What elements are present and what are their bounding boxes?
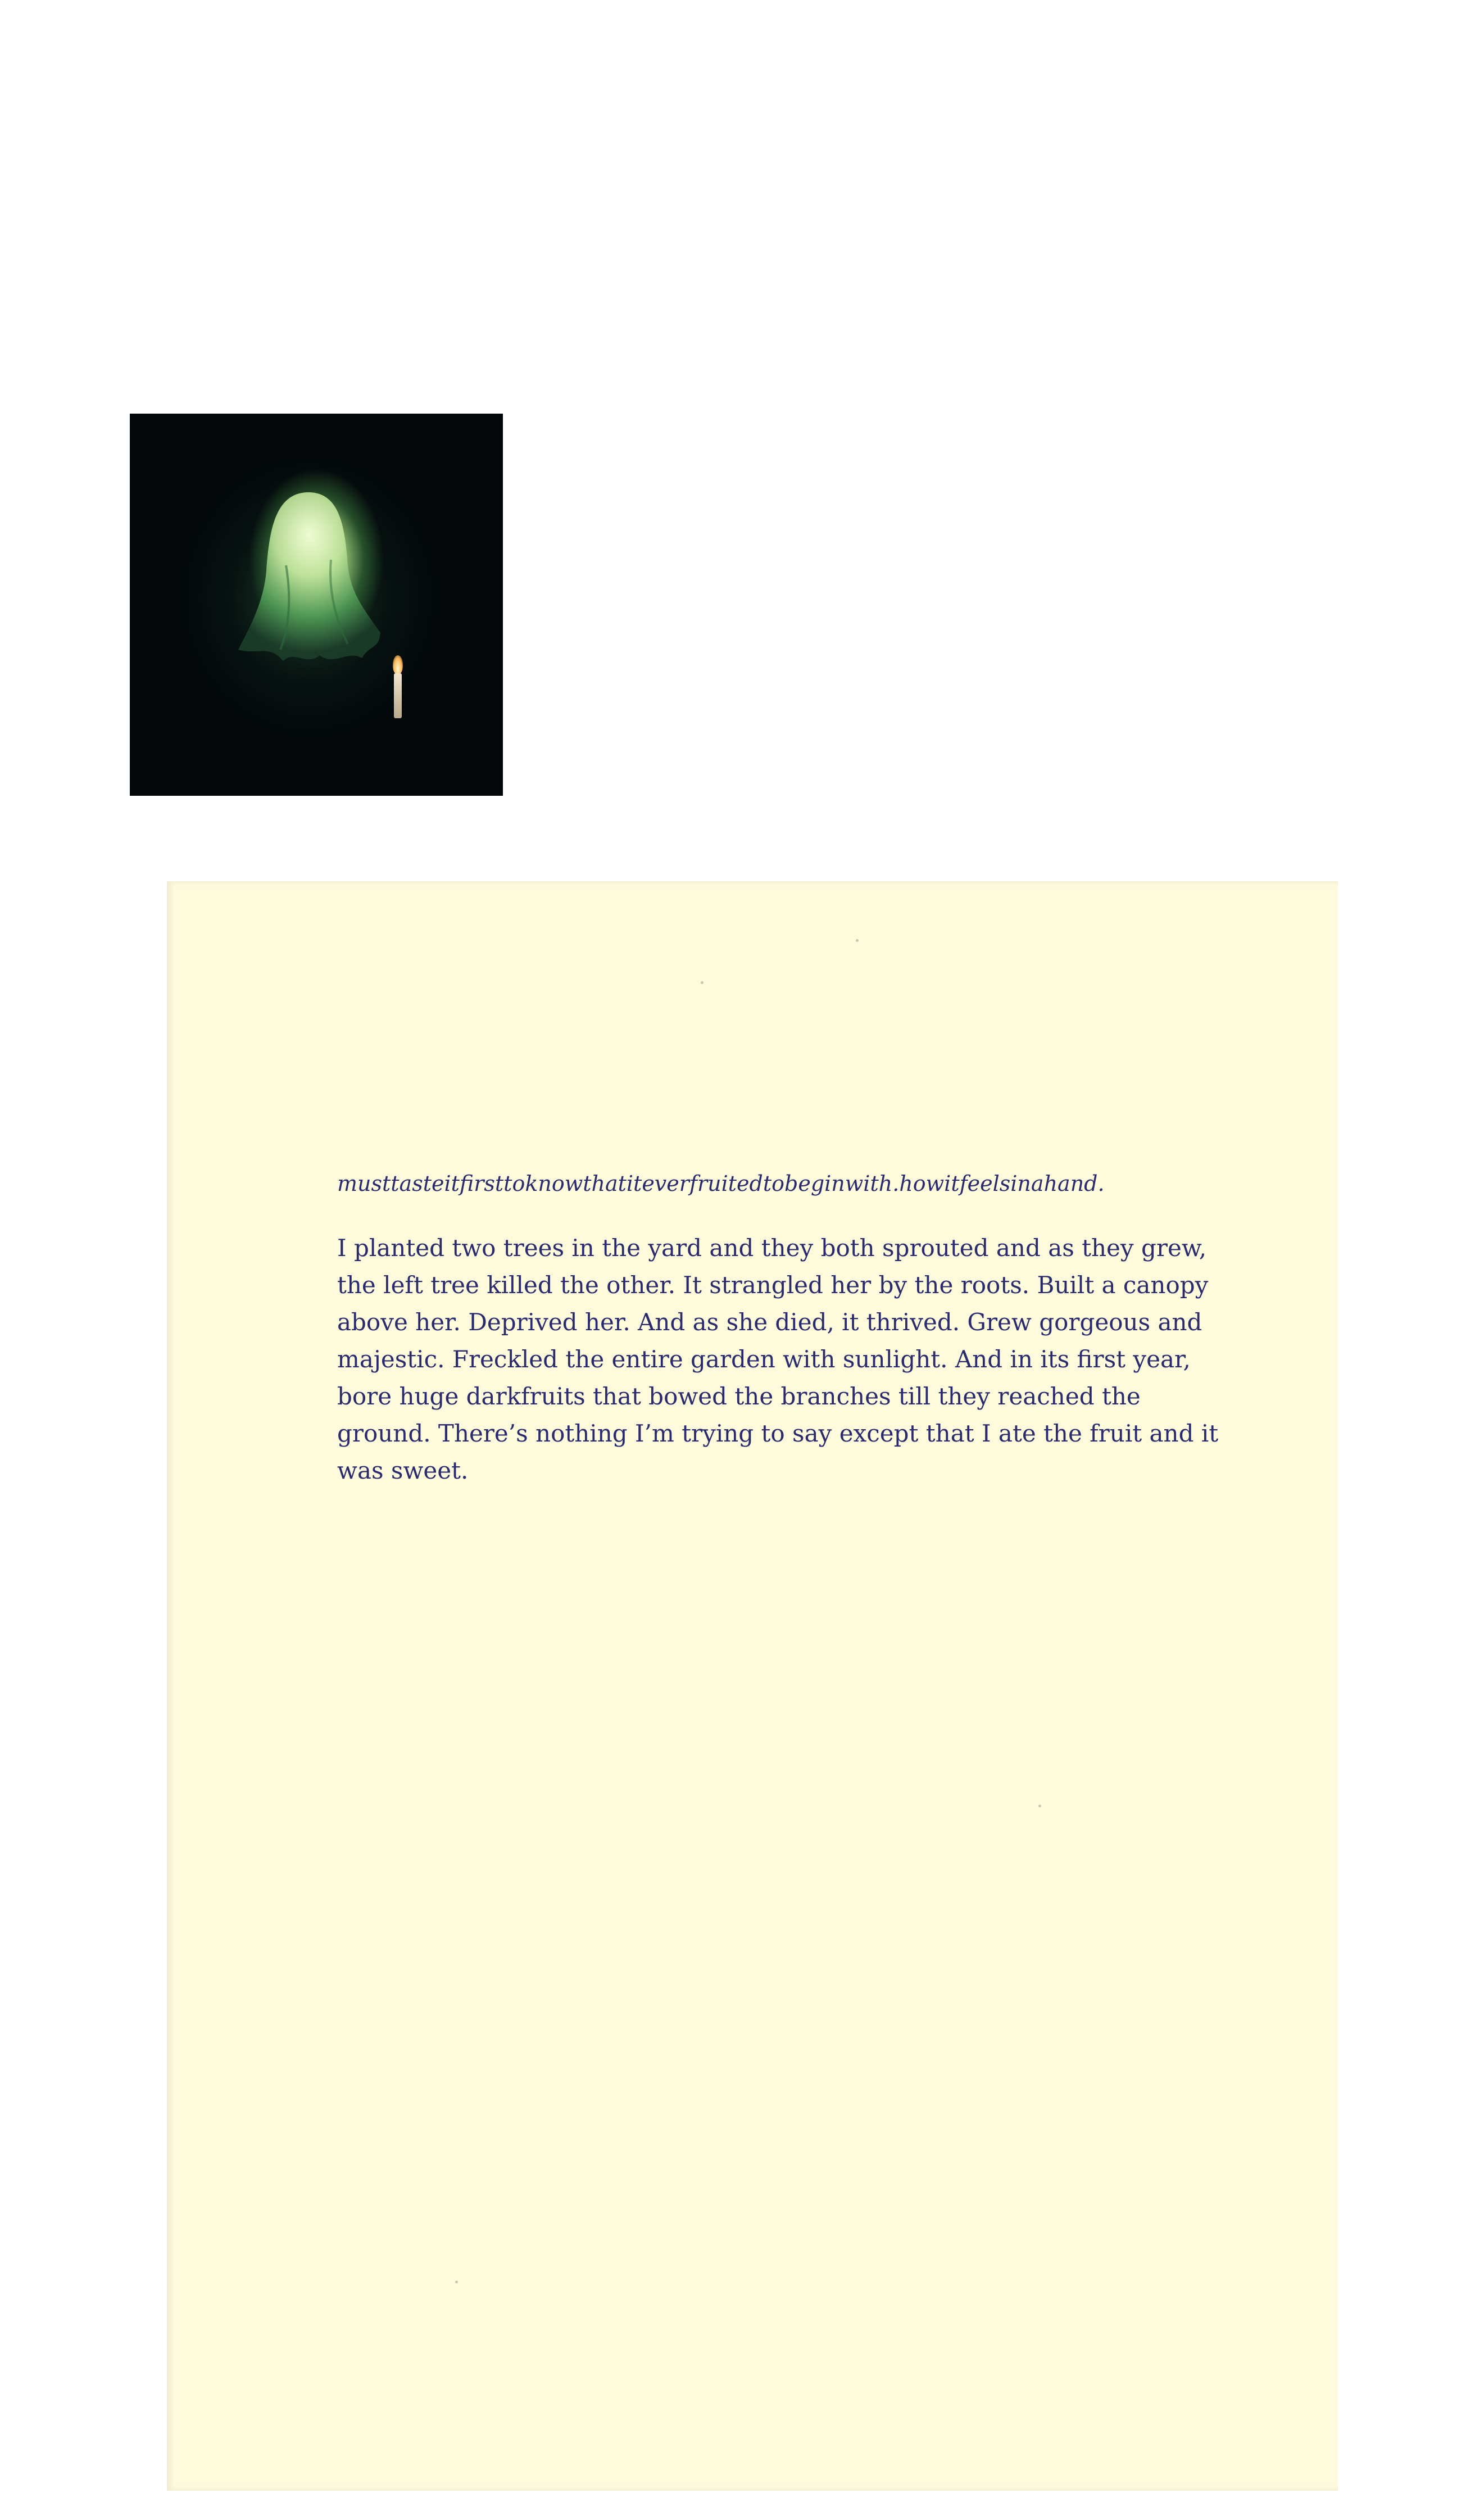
ghost-photo bbox=[130, 414, 503, 796]
paper-speck bbox=[455, 2281, 458, 2283]
epigraph: musttasteitfirsttoknowthatiteverfruitedtobeginwith.howitfeelsinahand. bbox=[337, 1171, 1105, 1196]
text-block bbox=[337, 1168, 1270, 1489]
paper-speck bbox=[701, 981, 704, 984]
paper-speck bbox=[1038, 1805, 1041, 1807]
paper-page bbox=[167, 881, 1338, 2491]
paper-speck bbox=[856, 939, 859, 942]
candle-flame-icon bbox=[393, 655, 403, 674]
body-paragraph: I planted two trees in the yard and they both sprouted and as they grew, the left tree killed the other. It strangled her by the roots. Built a canopy above her. Deprived her. And as she died, it thrived. Grew gorgeous and majestic. Freckled the entire garden with sunlight. And in its first year, bore huge darkfruits that bowed the branches till they reached the ground. There’s nothing I’m trying to say except that I ate the fruit and it was sweet. bbox=[337, 1234, 1219, 1484]
candle-icon bbox=[394, 673, 402, 718]
ghost-figure-icon bbox=[235, 481, 382, 672]
